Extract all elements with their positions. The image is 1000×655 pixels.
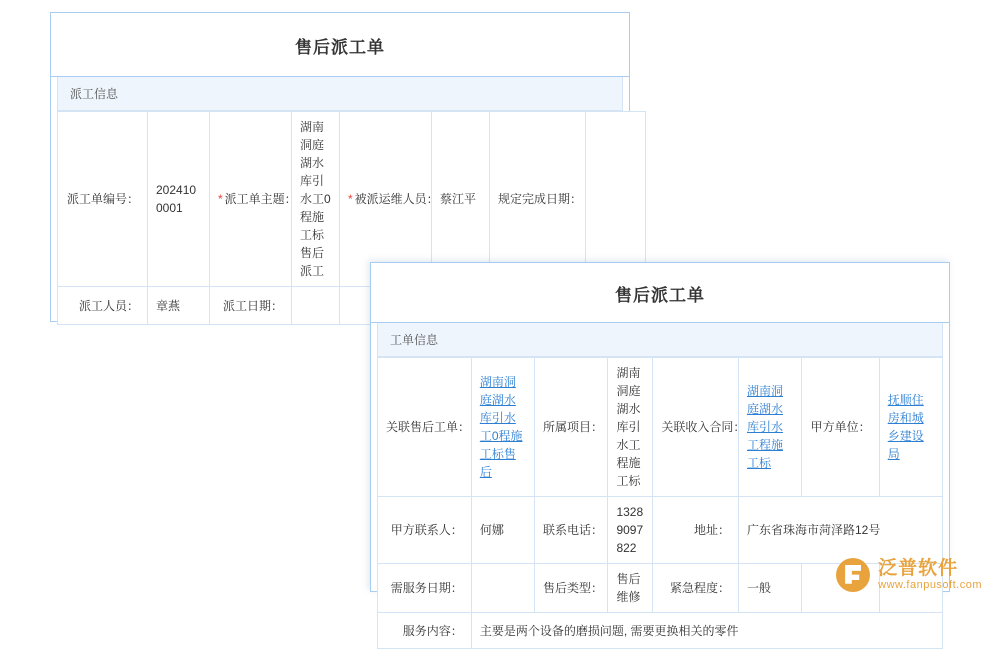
service-date-value[interactable] xyxy=(471,564,534,613)
dispatch-duedate-label xyxy=(490,112,586,287)
workorder-section-header: 工单信息 xyxy=(377,323,943,357)
service-content-value[interactable]: 主要是两个设备的磨损问题, 需要更换相关的零件 xyxy=(471,613,942,649)
dispatch-operator-label-text: 派工人员： xyxy=(78,298,139,313)
dispatch-duedate-label-text: 规定完成日期： xyxy=(498,192,583,206)
urgency-value[interactable]: 一般 xyxy=(738,564,801,613)
contact-value[interactable]: 何娜 xyxy=(471,497,534,564)
dispatch-duedate-value[interactable] xyxy=(586,112,646,287)
dispatch-date-label xyxy=(210,287,292,325)
project-label-text: 所属项目： xyxy=(543,420,604,434)
table-row xyxy=(378,497,943,564)
contact-label xyxy=(378,497,472,564)
urgency-label-text: 紧急程度： xyxy=(669,581,730,595)
service-date-label xyxy=(378,564,472,613)
party-a-value[interactable] xyxy=(879,358,942,497)
brand-url: www.fanpusoft.com xyxy=(878,579,982,592)
table-row xyxy=(378,564,943,613)
dispatch-operator-label xyxy=(58,287,148,325)
required-asterisk-icon: * xyxy=(348,192,353,206)
service-date-label-text: 需服务日期： xyxy=(390,581,463,595)
income-contract-label-text: 关联收入合同： xyxy=(661,420,746,434)
table-row xyxy=(378,358,943,497)
related-order-label xyxy=(378,358,472,497)
dispatch-no-value[interactable]: 2024100001 xyxy=(148,112,210,287)
dispatch-date-value[interactable] xyxy=(292,287,340,325)
project-value[interactable]: 湖南洞庭湖水库引水工程施工标 xyxy=(608,358,653,497)
dispatch-no-label-text: 派工单编号： xyxy=(66,192,139,206)
income-contract-value[interactable] xyxy=(738,358,801,497)
workorder-blank-cell-1 xyxy=(802,564,880,613)
project-label xyxy=(535,358,608,497)
address-label-text: 地址： xyxy=(693,523,730,537)
table-row xyxy=(58,112,646,287)
dispatch-assignee-label xyxy=(340,112,439,287)
dispatch-subject-label-text: 派工单主题： xyxy=(224,192,297,206)
party-a-label-text: 甲方单位： xyxy=(810,420,871,434)
address-label xyxy=(653,497,739,564)
dispatch-assignee-value[interactable]: 蔡江平 xyxy=(432,112,490,287)
dispatch-section-header: 派工信息 xyxy=(57,77,623,111)
party-a-link[interactable]: 抚顺住房和城乡建设局 xyxy=(887,393,924,461)
service-content-label-text: 服务内容： xyxy=(402,623,463,638)
phone-label-text: 联系电话： xyxy=(543,523,604,537)
phone-label xyxy=(535,497,608,564)
dispatch-no-label xyxy=(58,112,148,287)
workorder-blank-cell-2 xyxy=(879,564,942,613)
dispatch-subject-value[interactable]: 湖南洞庭湖水库引水工0程施工标售后派工 xyxy=(292,112,340,287)
workorder-info-table xyxy=(377,357,943,649)
service-content-label xyxy=(378,613,472,649)
dispatch-assignee-label-text: 被派运维人员： xyxy=(354,192,439,206)
workorder-panel-body xyxy=(371,323,949,655)
workorder-panel-title: 售后派工单 xyxy=(371,263,949,323)
income-contract-link[interactable]: 湖南洞庭湖水库引水工程施工标 xyxy=(746,384,783,470)
party-a-label xyxy=(802,358,880,497)
phone-value[interactable]: 13289097822 xyxy=(608,497,653,564)
table-row xyxy=(378,613,943,649)
urgency-label xyxy=(653,564,739,613)
income-contract-label xyxy=(653,358,746,497)
service-type-value[interactable]: 售后维修 xyxy=(608,564,653,613)
brand-name: 泛普软件 xyxy=(878,557,959,579)
dispatch-subject-label xyxy=(210,112,297,287)
related-order-label-text: 关联售后工单： xyxy=(386,420,471,434)
service-type-label xyxy=(535,564,608,613)
related-order-value[interactable] xyxy=(471,358,534,497)
address-value[interactable]: 广东省珠海市菏泽路12号 xyxy=(738,497,942,564)
dispatch-panel-title: 售后派工单 xyxy=(51,13,629,77)
dispatch-operator-value[interactable]: 章燕 xyxy=(148,287,210,325)
workorder-panel xyxy=(370,262,950,638)
required-asterisk-icon: * xyxy=(218,192,223,206)
related-order-link[interactable]: 湖南洞庭湖水库引水工0程施工标售后 xyxy=(479,375,523,479)
service-type-label-text: 售后类型： xyxy=(543,581,604,595)
contact-label-text: 甲方联系人： xyxy=(390,523,463,537)
dispatch-date-label-text: 派工日期： xyxy=(222,298,283,313)
